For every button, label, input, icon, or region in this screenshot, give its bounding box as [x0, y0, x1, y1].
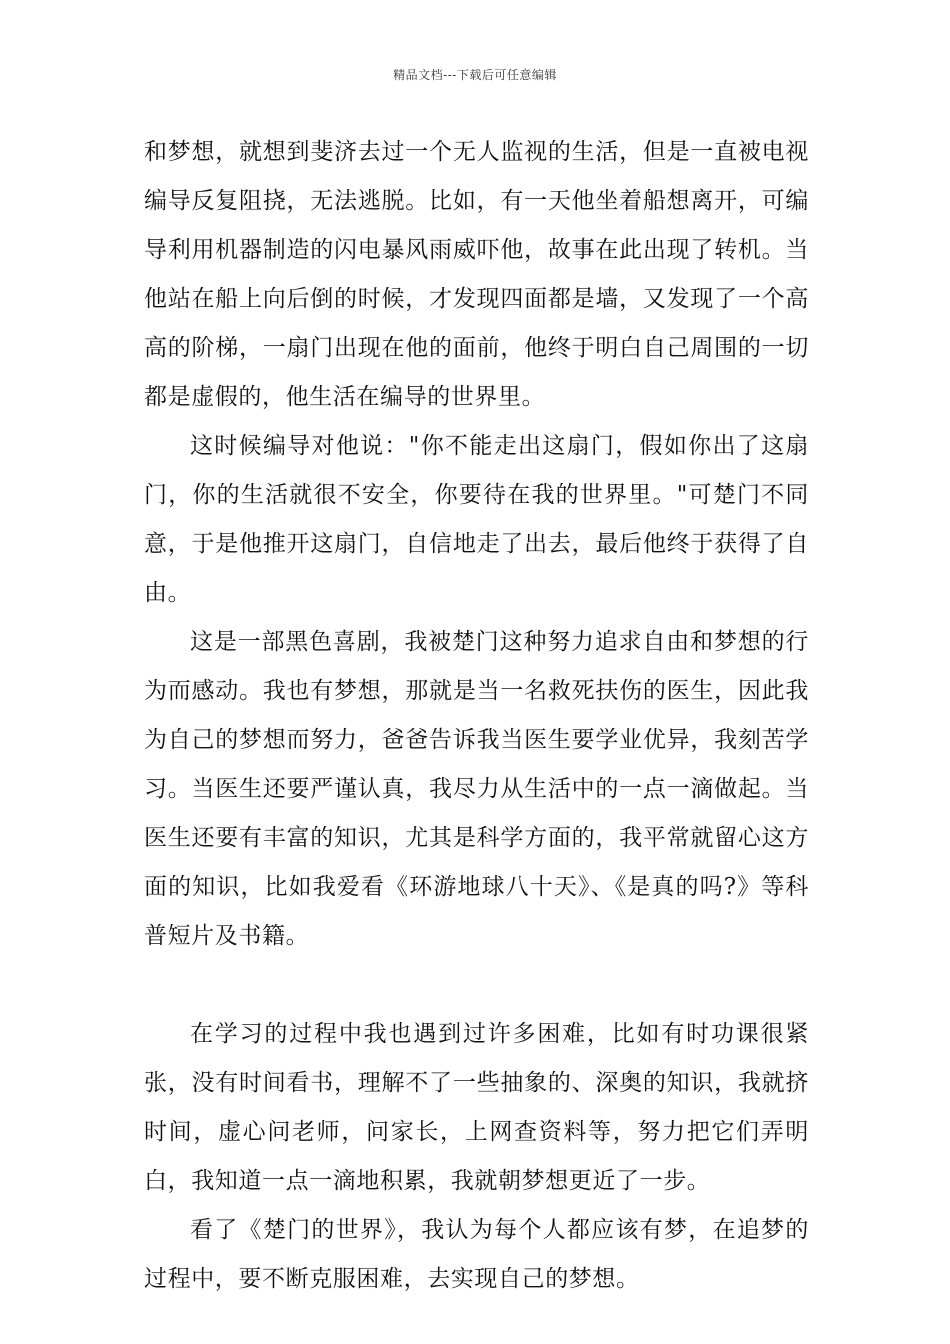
paragraph-2: 这时候编导对他说："你不能走出这扇门，假如你出了这扇门，你的生活就很不安全，你要待在我的世界里。"可楚门不同意，于是他推开这扇门，自信地走了出去，最后他终于获得了自由。 [144, 433, 809, 606]
document-body [144, 128, 809, 1304]
paragraph-4: 在学习的过程中我也遇到过许多困难，比如有时功课很紧张，没有时间看书，理解不了一些抽象的、深奥的知识，我就挤时间，虚心问老师，问家长，上网查资料等，努力把它们弄明白，我知道一点一滴地积累，我就朝梦想更近了一步。 [144, 1021, 809, 1194]
page-header: 精品文档---下载后可任意编辑 [393, 68, 557, 82]
paragraph-gap [144, 961, 809, 1010]
paragraph-1: 和梦想，就想到斐济去过一个无人监视的生活，但是一直被电视编导反复阻挠，无法逃脱。比如，有一天他坐着船想离开，可编导利用机器制造的闪电暴风雨威吓他，故事在此出现了转机。当他站在船上向后倒的时候，才发现四面都是墙，又发现了一个高高的阶梯，一扇门出现在他的面前，他终于明白自己周围的一切都是虚假的，他生活在编导的世界里。 [144, 139, 809, 410]
paragraph-3: 这是一部黑色喜剧，我被楚门这种努力追求自由和梦想的行为而感动。我也有梦想，那就是当一名救死扶伤的医生，因此我为自己的梦想而努力，爸爸告诉我当医生要学业优异，我刻苦学习。当医生还要严谨认真，我尽力从生活中的一点一滴做起。当医生还要有丰富的知识，尤其是科学方面的，我平常就留心这方面的知识，比如我爱看《环游地球八十天》、《是真的吗?》等科普短片及书籍。 [144, 629, 809, 949]
paragraph-5: 看了《楚门的世界》，我认为每个人都应该有梦，在追梦的过程中，要不断克服困难，去实现自己的梦想。 [144, 1217, 809, 1292]
